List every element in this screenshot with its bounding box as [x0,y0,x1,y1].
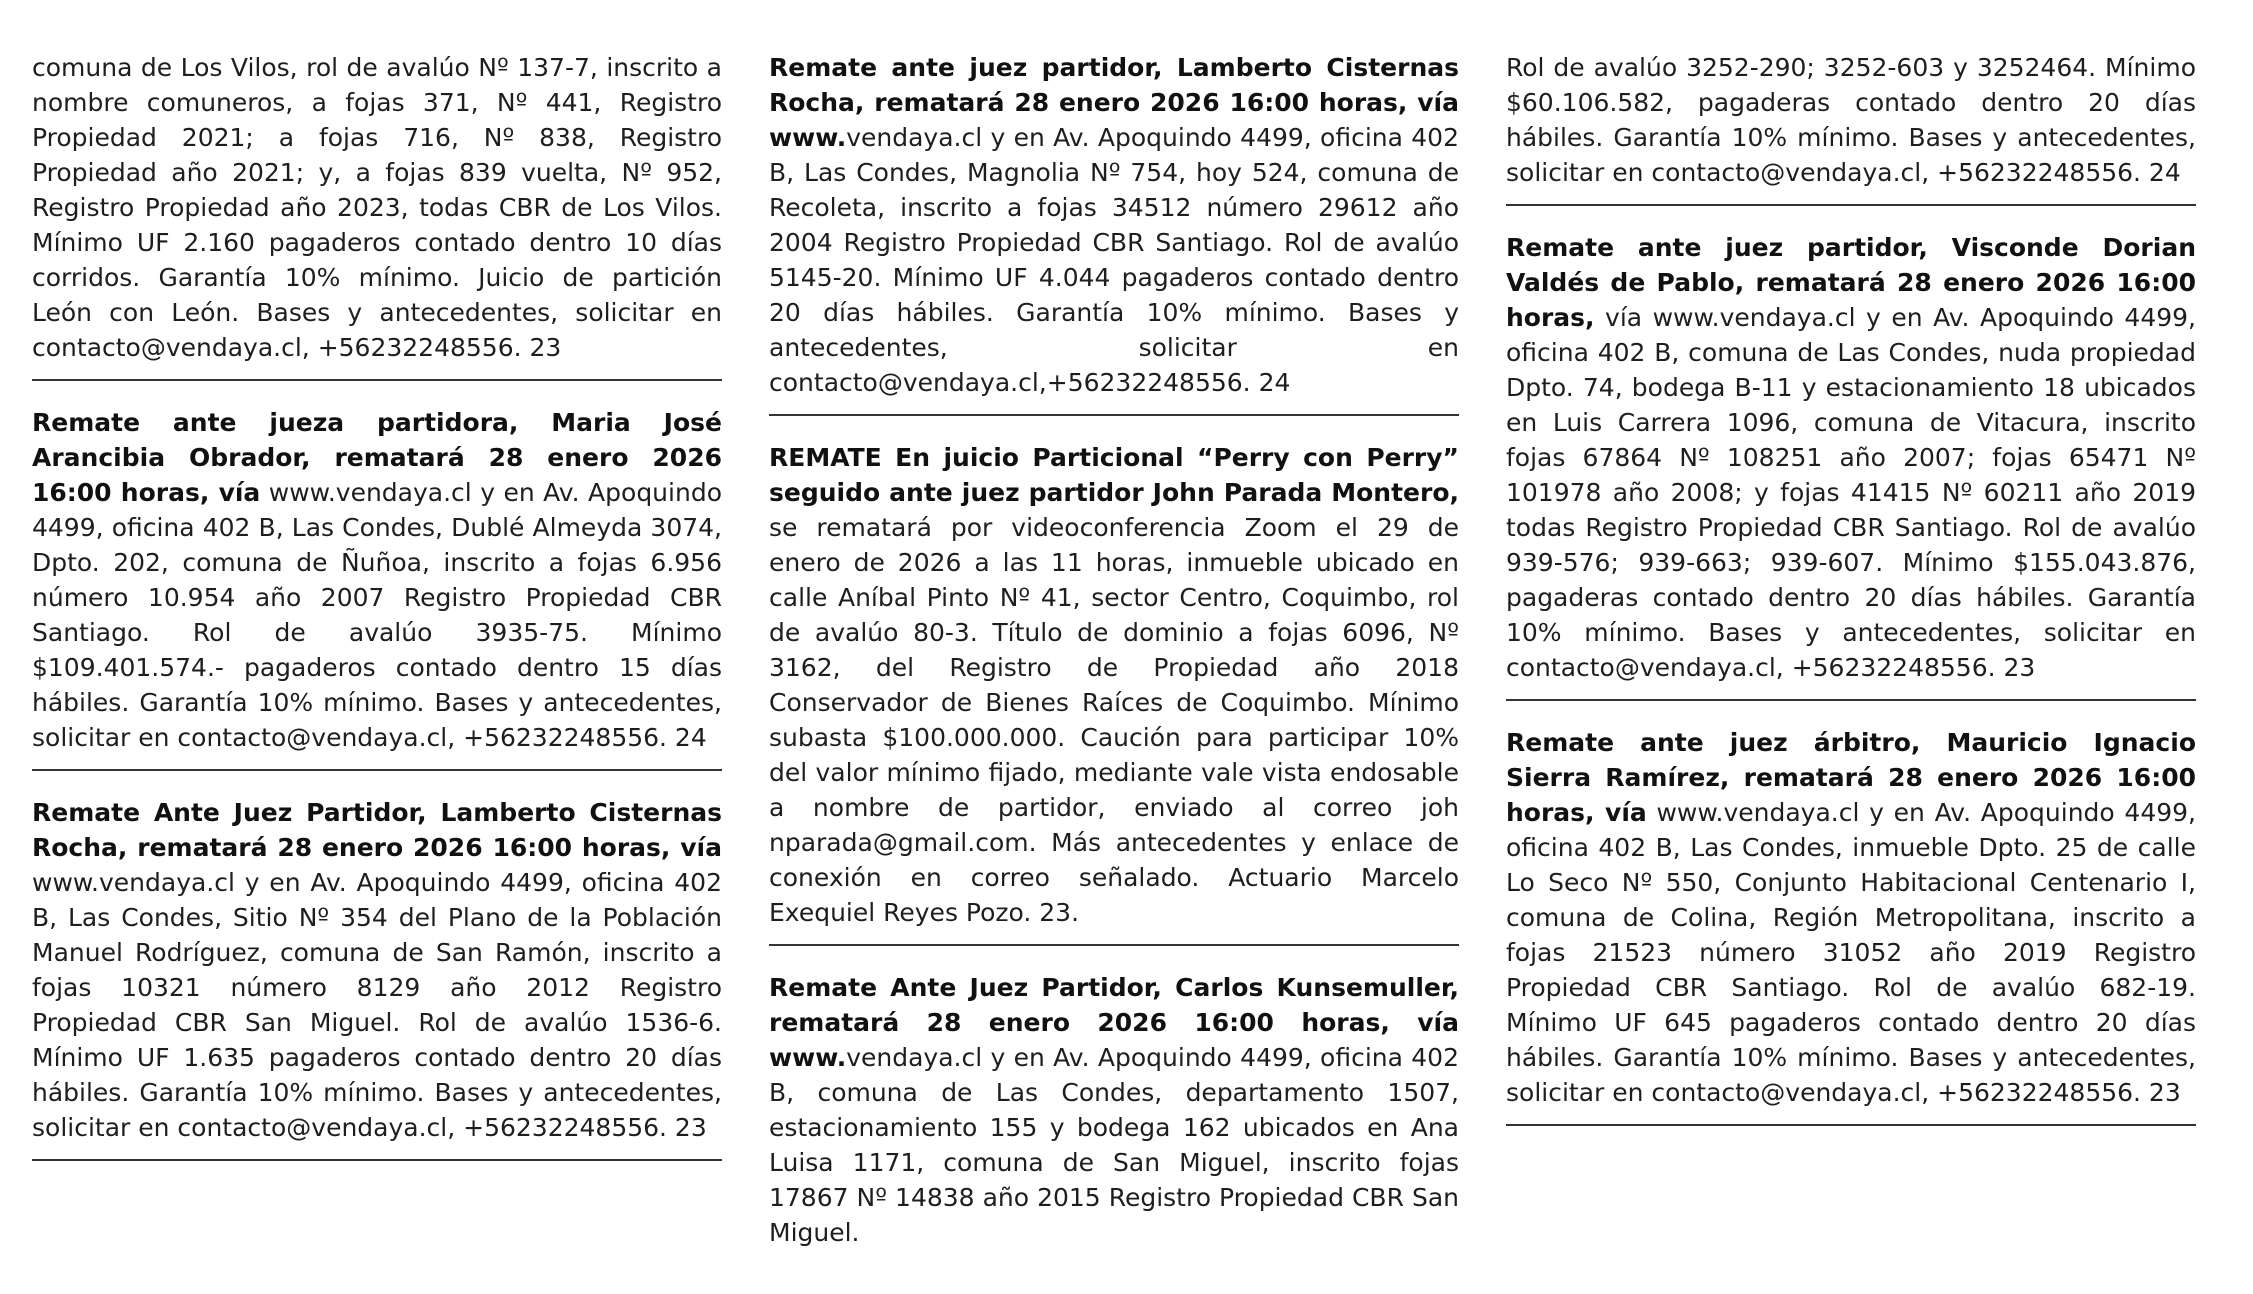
notice-body: vendaya.cl y en Av. Apoquindo 4499, oficina 402 B, comuna de Las Condes, departamento 1507, estacionamiento 155 y bodega 162 ubicados en Ana Luisa 1171, comuna de San Miguel, inscrito fojas 17867 Nº 14838 año 2015 Registro Propiedad CBR San Miguel. [769,1043,1459,1247]
notice-heading: Remate ante juez partidor, Lamberto Cisternas Rocha, rematará 28 enero 2026 16:00 horas, vía www. [769,53,1459,152]
notice [1506,230,2196,685]
notice [32,405,722,755]
notice-heading: Remate ante juez árbitro, Mauricio Ignacio Sierra Ramírez, rematará 28 enero 2026 16:00 horas, vía [1506,728,2196,827]
divider [1506,699,2196,701]
divider [32,769,722,771]
classifieds-page [32,50,2222,1294]
divider [32,379,722,381]
column-1 [32,50,722,1294]
divider [769,944,1459,946]
column-3 [1506,50,2196,1294]
notice [32,50,722,365]
divider [32,1159,722,1161]
notice [32,795,722,1145]
notice-body: vendaya.cl y en Av. Apoquindo 4499, oficina 402 B, Las Condes, Magnolia Nº 754, hoy 524, comuna de Recoleta, inscrito a fojas 34512 número 29612 año 2004 Registro Propiedad CBR Santiago. Rol de avalúo 5145-20. Mínimo UF 4.044 pagaderos contado dentro 20 días hábiles. Garantía 10% mínimo. Bases y antecedentes, solicitar en contacto@vendaya.cl,+56232248556. 24 [769,123,1459,397]
notice-heading: REMATE En juicio Particional “Perry con Perry” seguido ante juez partidor John Parada Montero, [769,443,1459,507]
notice-body: www.vendaya.cl y en Av. Apoquindo 4499, oficina 402 B, Las Condes, Sitio Nº 354 del Plano de la Población Manuel Rodríguez, comuna de San Ramón, inscrito a fojas 10321 número 8129 año 2012 Registro Propiedad CBR San Miguel. Rol de avalúo 1536-6. Mínimo UF 1.635 pagaderos contado dentro 20 días hábiles. Garantía 10% mínimo. Bases y antecedentes, solicitar en contacto@vendaya.cl, +56232248556. 23 [32,868,722,1142]
notice-heading: Remate Ante Juez Partidor, Carlos Kunsemuller, rematará 28 enero 2026 16:00 horas, vía www. [769,973,1459,1072]
notice [769,50,1459,400]
divider [1506,204,2196,206]
notice [769,440,1459,930]
notice-body: comuna de Los Vilos, rol de avalúo Nº 137-7, inscrito a nombre comuneros, a fojas 371, Nº 441, Registro Propiedad 2021; a fojas 716, Nº 838, Registro Propiedad año 2021; y, a fojas 839 vuelta, Nº 952, Registro Propiedad año 2023, todas CBR de Los Vilos. Mínimo UF 2.160 pagaderos contado dentro 10 días corridos. Garantía 10% mínimo. Juicio de partición León con León. Bases y antecedentes, solicitar en contacto@vendaya.cl, +56232248556. 23 [32,53,722,362]
notice-body: www.vendaya.cl y en Av. Apoquindo 4499, oficina 402 B, Las Condes, Dublé Almeyda 3074, Dpto. 202, comuna de Ñuñoa, inscrito a fojas 6.956 número 10.954 año 2007 Registro Propiedad CBR Santiago. Rol de avalúo 3935-75. Mínimo $109.401.574.- pagaderos contado dentro 15 días hábiles. Garantía 10% mínimo. Bases y antecedentes, solicitar en contacto@vendaya.cl, +56232248556. 24 [32,478,722,752]
notice-heading: Remate Ante Juez Partidor, Lamberto Cisternas Rocha, rematará 28 enero 2026 16:00 horas, vía [32,798,722,862]
notice-heading: Remate ante juez partidor, Visconde Dorian Valdés de Pablo, rematará 28 enero 2026 16:00 horas, [1506,233,2196,332]
notice [1506,725,2196,1110]
notice-heading: Remate ante jueza partidora, Maria José Arancibia Obrador, rematará 28 enero 2026 16:00 horas, vía [32,408,722,507]
notice-body: Rol de avalúo 3252-290; 3252-603 y 3252464. Mínimo $60.106.582, pagaderas contado dentro 20 días hábiles. Garantía 10% mínimo. Bases y antecedentes, solicitar en contacto@vendaya.cl, +56232248556. 24 [1506,53,2196,187]
notice-body: se rematará por videoconferencia Zoom el 29 de enero de 2026 a las 11 horas, inmueble ubicado en calle Aníbal Pinto Nº 41, sector Centro, Coquimbo, rol de avalúo 80-3. Título de dominio a fojas 6096, Nº 3162, del Registro de Propiedad año 2018 Conservador de Bienes Raíces de Coquimbo. Mínimo subasta $100.000.000. Caución para participar 10% del valor mínimo fijado, mediante vale vista endosable a nombre de partidor, enviado al correo joh nparada@gmail.com. Más antecedentes y enlace de conexión en correo señalado. Actuario Marcelo Exequiel Reyes Pozo. 23. [769,513,1459,927]
notice [769,970,1459,1250]
column-2 [769,50,1459,1294]
notice-body: www.vendaya.cl y en Av. Apoquindo 4499, oficina 402 B, Las Condes, inmueble Dpto. 25 de calle Lo Seco Nº 550, Conjunto Habitacional Centenario I, comuna de Colina, Región Metropolitana, inscrito a fojas 21523 número 31052 año 2019 Registro Propiedad CBR Santiago. Rol de avalúo 682-19. Mínimo UF 645 pagaderos contado dentro 20 días hábiles. Garantía 10% mínimo. Bases y antecedentes, solicitar en contacto@vendaya.cl, +56232248556. 23 [1506,798,2196,1107]
notice-body: vía www.vendaya.cl y en Av. Apoquindo 4499, oficina 402 B, comuna de Las Condes, nuda propiedad Dpto. 74, bodega B-11 y estacionamiento 18 ubicados en Luis Carrera 1096, comuna de Vitacura, inscrito fojas 67864 Nº 108251 año 2007; fojas 65471 Nº 101978 año 2008; y fojas 41415 Nº 60211 año 2019 todas Registro Propiedad CBR Santiago. Rol de avalúo 939-576; 939-663; 939-607. Mínimo $155.043.876, pagaderas contado dentro 20 días hábiles. Garantía 10% mínimo. Bases y antecedentes, solicitar en contacto@vendaya.cl, +56232248556. 23 [1506,303,2196,682]
notice [1506,50,2196,190]
divider [769,414,1459,416]
divider [1506,1124,2196,1126]
